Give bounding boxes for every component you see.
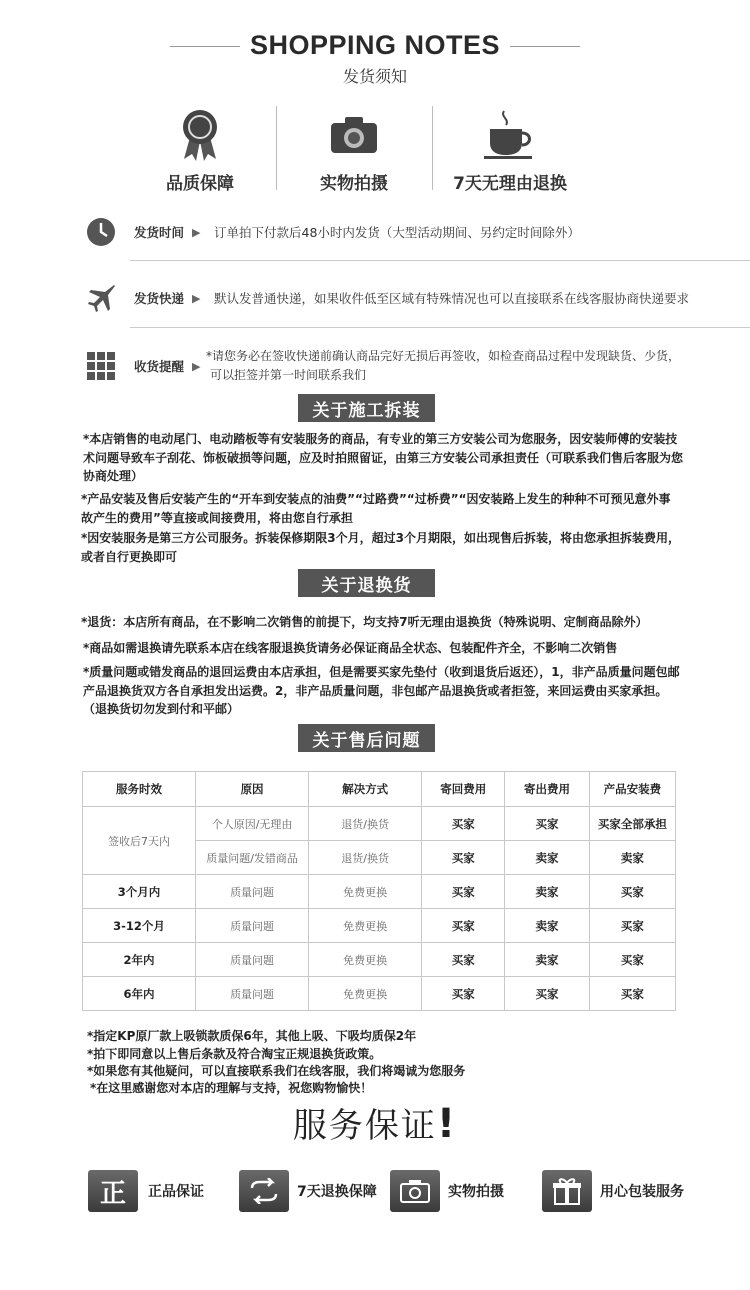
- exchange-icon: [239, 1170, 289, 1212]
- returns-paragraph: *退货：本店所有商品，在不影响二次销售的前提下，均支持7听无理由退换货（特殊说明、定制商品除外）: [81, 615, 648, 629]
- feature-label: 7天无理由退换: [453, 174, 567, 194]
- arrow-icon: ▶: [192, 359, 201, 373]
- camera-icon: [278, 105, 430, 165]
- arrow-icon: ▶: [192, 291, 201, 305]
- gift-icon: [542, 1170, 592, 1212]
- info-text-line: 可以拒签并第一时间联系我们: [210, 368, 367, 382]
- service-table: [82, 771, 676, 1011]
- section-title-install: 关于施工拆装: [298, 394, 435, 422]
- section-title-aftersale: 关于售后问题: [298, 724, 435, 752]
- table-cell: 签收后7天内: [83, 807, 196, 875]
- note: *拍下即同意以上售后条款及符合淘宝正规退换货政策。: [87, 1047, 382, 1061]
- info-label: 发货快递: [134, 291, 185, 306]
- table-cell: 卖家: [505, 875, 589, 909]
- divider: [130, 327, 750, 328]
- table-cell: 免费更换: [309, 909, 422, 943]
- badge-label: 用心包装服务: [600, 1184, 684, 1200]
- feature-label: 品质保障: [166, 174, 234, 194]
- install-paragraph: *本店销售的电动尾门、电动踏板等有安装服务的商品，有专业的第三方安装公司为您服务，因安装师傅的安装技术问题导致车子刮花、饰板破损等问题，应及时拍照留证，由第三方安装公司承担责任（可联系我们售后客服为您协商处理）: [83, 432, 684, 483]
- table-header: 解决方式: [309, 772, 422, 807]
- table-cell: 买家: [422, 875, 505, 909]
- authentic-icon: 正: [88, 1170, 138, 1212]
- note: *在这里感谢您对本店的理解与支持，祝您购物愉快！: [90, 1081, 373, 1095]
- note: *指定KP原厂款上吸锁款质保6年，其他上吸、下吸均质保2年: [87, 1029, 417, 1043]
- table-cell: 质量问题: [196, 943, 309, 977]
- table-cell: 买家: [505, 807, 589, 841]
- table-cell: 买家: [422, 841, 505, 875]
- info-label: 收货提醒: [134, 359, 185, 374]
- feature-label: 实物拍摄: [320, 174, 388, 194]
- camera-icon: [390, 1170, 440, 1212]
- airplane-icon: [84, 282, 118, 314]
- info-receipt: [84, 344, 680, 388]
- table-cell: 买家: [589, 977, 675, 1011]
- table-cell: 免费更换: [309, 875, 422, 909]
- table-row: [83, 909, 676, 943]
- info-text-line: *请您务必在签收快递前确认商品完好无损后再签收，如检查商品过程中发现缺货、少货，: [206, 349, 681, 363]
- info-shipping-time: [84, 212, 580, 252]
- table-header: 原因: [196, 772, 309, 807]
- table-cell: 质量问题/发错商品: [196, 841, 309, 875]
- divider: [432, 106, 433, 190]
- info-text: 默认发普通快递，如果收件低至区域有特殊情况也可以直接联系在线客服协商快递要求: [214, 290, 690, 306]
- table-cell: 买家: [589, 943, 675, 977]
- table-cell: 质量问题: [196, 977, 309, 1011]
- table-cell: 个人原因/无理由: [196, 807, 309, 841]
- badge-packaging: [542, 1170, 684, 1212]
- table-cell: 卖家: [505, 943, 589, 977]
- table-cell: 买家: [422, 807, 505, 841]
- table-cell: 质量问题: [196, 909, 309, 943]
- table-row: [83, 875, 676, 909]
- table-cell: 卖家: [505, 909, 589, 943]
- table-cell: 卖家: [505, 841, 589, 875]
- table-cell: 买家: [589, 875, 675, 909]
- install-paragraph: *因安装服务是第三方公司服务。拆装保修期限3个月，超过3个月期限，如出现售后拆装，将由您承担拆装费用，或者自行更换即可: [81, 531, 680, 564]
- table-cell: 卖家: [589, 841, 675, 875]
- table-cell: 买家: [589, 909, 675, 943]
- info-text: [206, 347, 680, 385]
- note: *如果您有其他疑问，可以直接联系我们在线客服，我们将竭诚为您服务: [87, 1064, 466, 1078]
- arrow-icon: ▶: [192, 225, 201, 239]
- award-ribbon-icon: [124, 105, 276, 165]
- table-row: [83, 807, 676, 841]
- feature-photo: [278, 105, 430, 194]
- table-header: 服务时效: [83, 772, 196, 807]
- table-header: 产品安装费: [589, 772, 675, 807]
- table-cell: 买家: [505, 977, 589, 1011]
- table-cell: 退货/换货: [309, 807, 422, 841]
- coffee-cup-icon: [434, 105, 586, 165]
- table-header-row: [83, 772, 676, 807]
- page-subtitle: 发货须知: [342, 67, 407, 86]
- returns-paragraph: *质量问题或错发商品的退回运费由本店承担，但是需要买家先垫付（收到退货后返还），1，非产品质量问题包邮产品退换货双方各自承担发出运费。2，非产品质量问题，非包邮产品退换货或者拒签，来回运费由买家承担。（退换货切勿发到付和平邮）: [83, 665, 680, 716]
- badge-label: 正品保证: [148, 1184, 204, 1200]
- table-cell: 买家: [422, 977, 505, 1011]
- grid-icon: [84, 352, 118, 380]
- info-label: 发货时间: [134, 225, 185, 240]
- feature-quality: [124, 105, 276, 194]
- info-text: 订单拍下付款后48小时内发货（大型活动期间、另约定时间除外）: [214, 224, 580, 240]
- divider: [130, 260, 750, 261]
- badge-authentic: [88, 1170, 204, 1212]
- table-header: 寄出费用: [505, 772, 589, 807]
- section-title-returns: 关于退换货: [298, 569, 435, 597]
- clock-icon: [84, 217, 118, 247]
- table-cell: 质量问题: [196, 875, 309, 909]
- guarantee-text: 服务保证: [292, 1106, 437, 1146]
- feature-return: [434, 105, 586, 194]
- install-paragraph: *产品安装及售后安装产生的“开车到安装点的油费”“过路费”“过桥费”“因安装路上发生的种种不可预见意外事故产生的费用”等直接或间接费用，将由您自行承担: [81, 492, 671, 525]
- badge-photo: [390, 1170, 504, 1212]
- table-row: [83, 977, 676, 1011]
- table-cell: 买家: [422, 909, 505, 943]
- table-header: 寄回费用: [422, 772, 505, 807]
- table-cell: 3个月内: [83, 875, 196, 909]
- table-cell: 3-12个月: [83, 909, 196, 943]
- returns-paragraph: *商品如需退换请先联系本店在线客服退换货请务必保证商品全状态、包装配件齐全，不影响二次销售: [83, 641, 618, 655]
- divider: [276, 106, 277, 190]
- guarantee-exclamation: !: [436, 1101, 458, 1147]
- table-cell: 买家: [422, 943, 505, 977]
- page-title: SHOPPING NOTES: [249, 30, 501, 60]
- table-cell: 退货/换货: [309, 841, 422, 875]
- table-cell: 免费更换: [309, 977, 422, 1011]
- table-row: [83, 943, 676, 977]
- table-cell: 6年内: [83, 977, 196, 1011]
- guarantee-title: [0, 1098, 750, 1147]
- badge-label: 7天退换保障: [297, 1184, 377, 1200]
- table-cell: 2年内: [83, 943, 196, 977]
- badge-exchange: [239, 1170, 377, 1212]
- table-cell: 免费更换: [309, 943, 422, 977]
- badge-label: 实物拍摄: [448, 1184, 504, 1200]
- info-courier: [84, 278, 689, 318]
- table-cell: 买家全部承担: [589, 807, 675, 841]
